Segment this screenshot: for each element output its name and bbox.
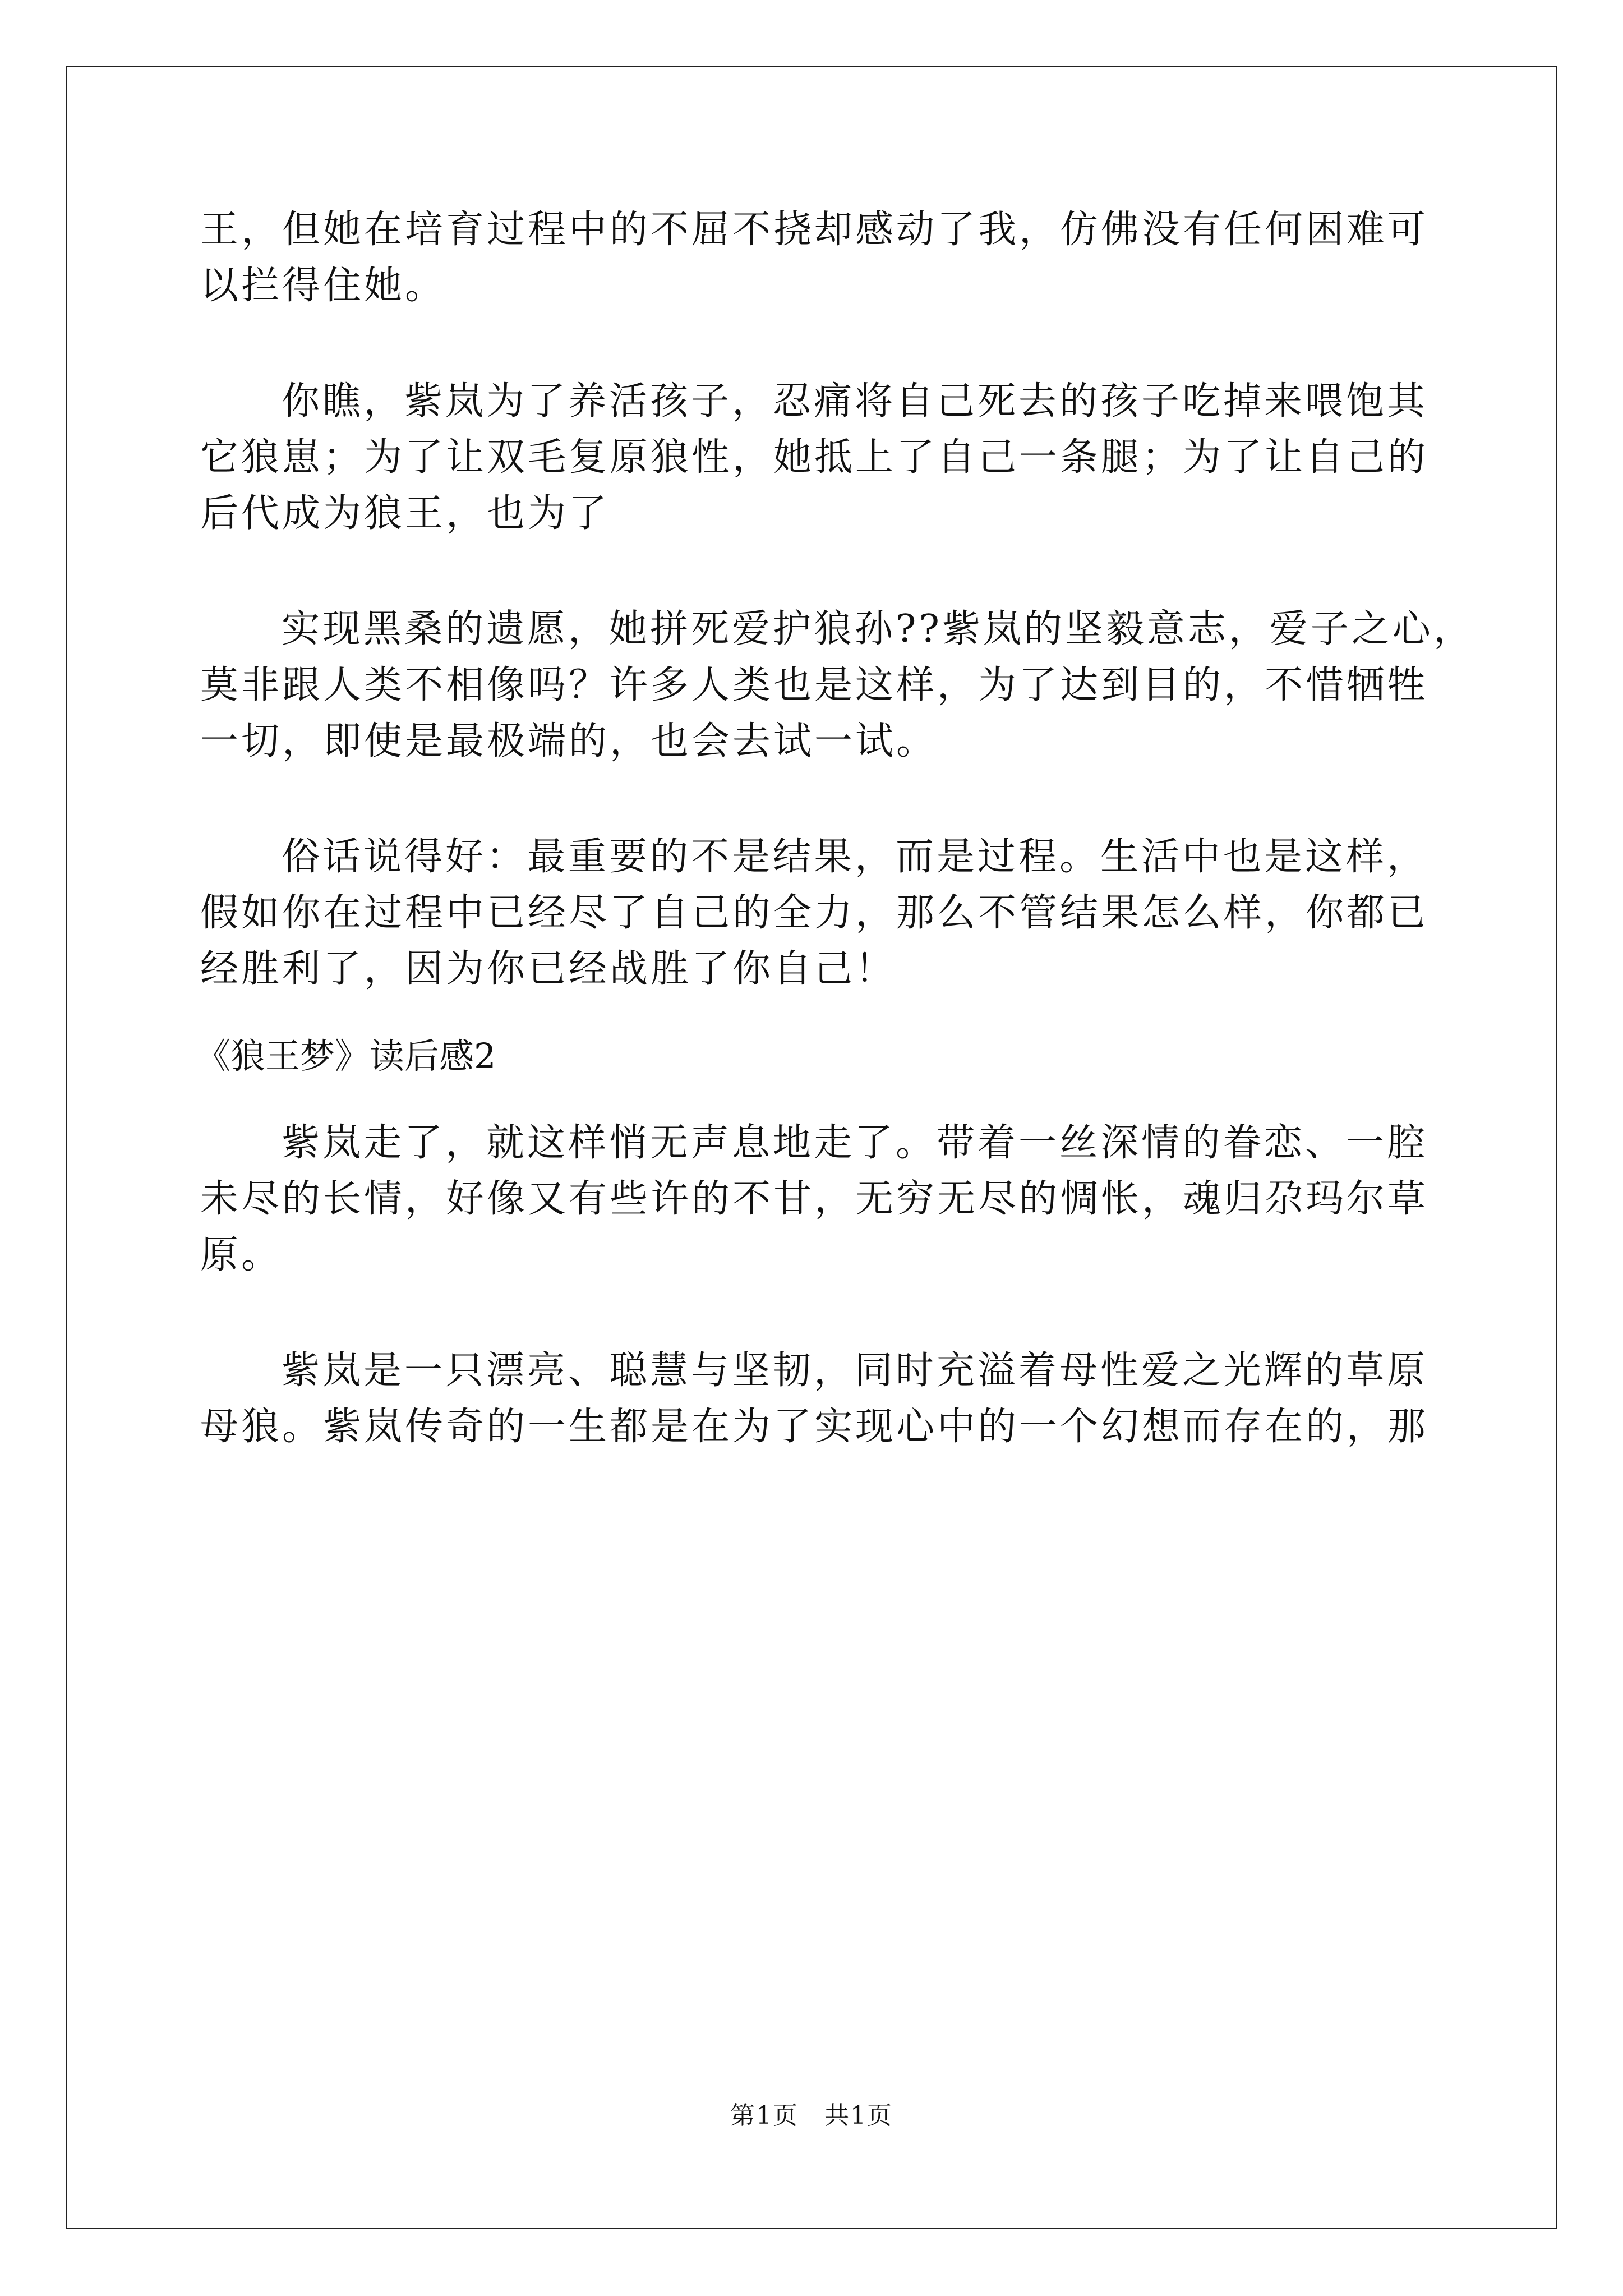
- text-line: 未尽的长情，好像又有些许的不甘，无穷无尽的惆怅，魂归尕玛尔草: [200, 1177, 1429, 1221]
- text-line: 实现黑桑的遗愿，她拼死爱护狼孙??紫岚的坚毅意志，爱子之心，: [282, 607, 1474, 651]
- text-line: 它狼崽；为了让双毛复原狼性，她抵上了自己一条腿；为了让自己的: [200, 435, 1429, 480]
- text-line: 王，但她在培育过程中的不屈不挠却感动了我，仿佛没有任何困难可: [200, 208, 1429, 252]
- text-line: 紫岚是一只漂亮、聪慧与坚韧，同时充溢着母性爱之光辉的草原: [282, 1349, 1428, 1393]
- text-line: 以拦得住她。: [200, 264, 446, 308]
- paragraph: [200, 374, 1441, 542]
- text-line: 假如你在过程中已经尽了自己的全力，那么不管结果怎么样，你都已: [200, 891, 1429, 935]
- text-line: 一切，即使是最极端的，也会去试一试。: [200, 719, 938, 763]
- text-line: 母狼。紫岚传奇的一生都是在为了实现心中的一个幻想而存在的，那: [200, 1405, 1429, 1449]
- paragraph: [200, 829, 1441, 997]
- text-line: 莫非跟人类不相像吗？许多人类也是这样，为了达到目的，不惜牺牲: [200, 663, 1429, 707]
- text-line: 原。: [200, 1233, 283, 1277]
- text-line: 经胜利了，因为你已经战胜了你自己！: [200, 947, 897, 991]
- text-line: 你瞧，紫岚为了养活孩子，忍痛将自己死去的孩子吃掉来喂饱其: [282, 379, 1428, 424]
- paragraph: [200, 202, 1441, 314]
- page-number-footer: 第1页 共1页: [730, 2101, 893, 2130]
- document-body: [196, 202, 1474, 1455]
- paragraph: [200, 1343, 1441, 1455]
- text-line: 后代成为狼王，也为了: [200, 491, 610, 536]
- text-line: 俗话说得好：最重要的不是结果，而是过程。生活中也是这样，: [282, 835, 1428, 879]
- paragraph: [200, 601, 1474, 770]
- section-heading: 《狼王梦》读后感2: [196, 1036, 496, 1076]
- paragraph: [200, 1115, 1441, 1283]
- text-line: 紫岚走了，就这样悄无声息地走了。带着一丝深情的眷恋、一腔: [282, 1121, 1428, 1165]
